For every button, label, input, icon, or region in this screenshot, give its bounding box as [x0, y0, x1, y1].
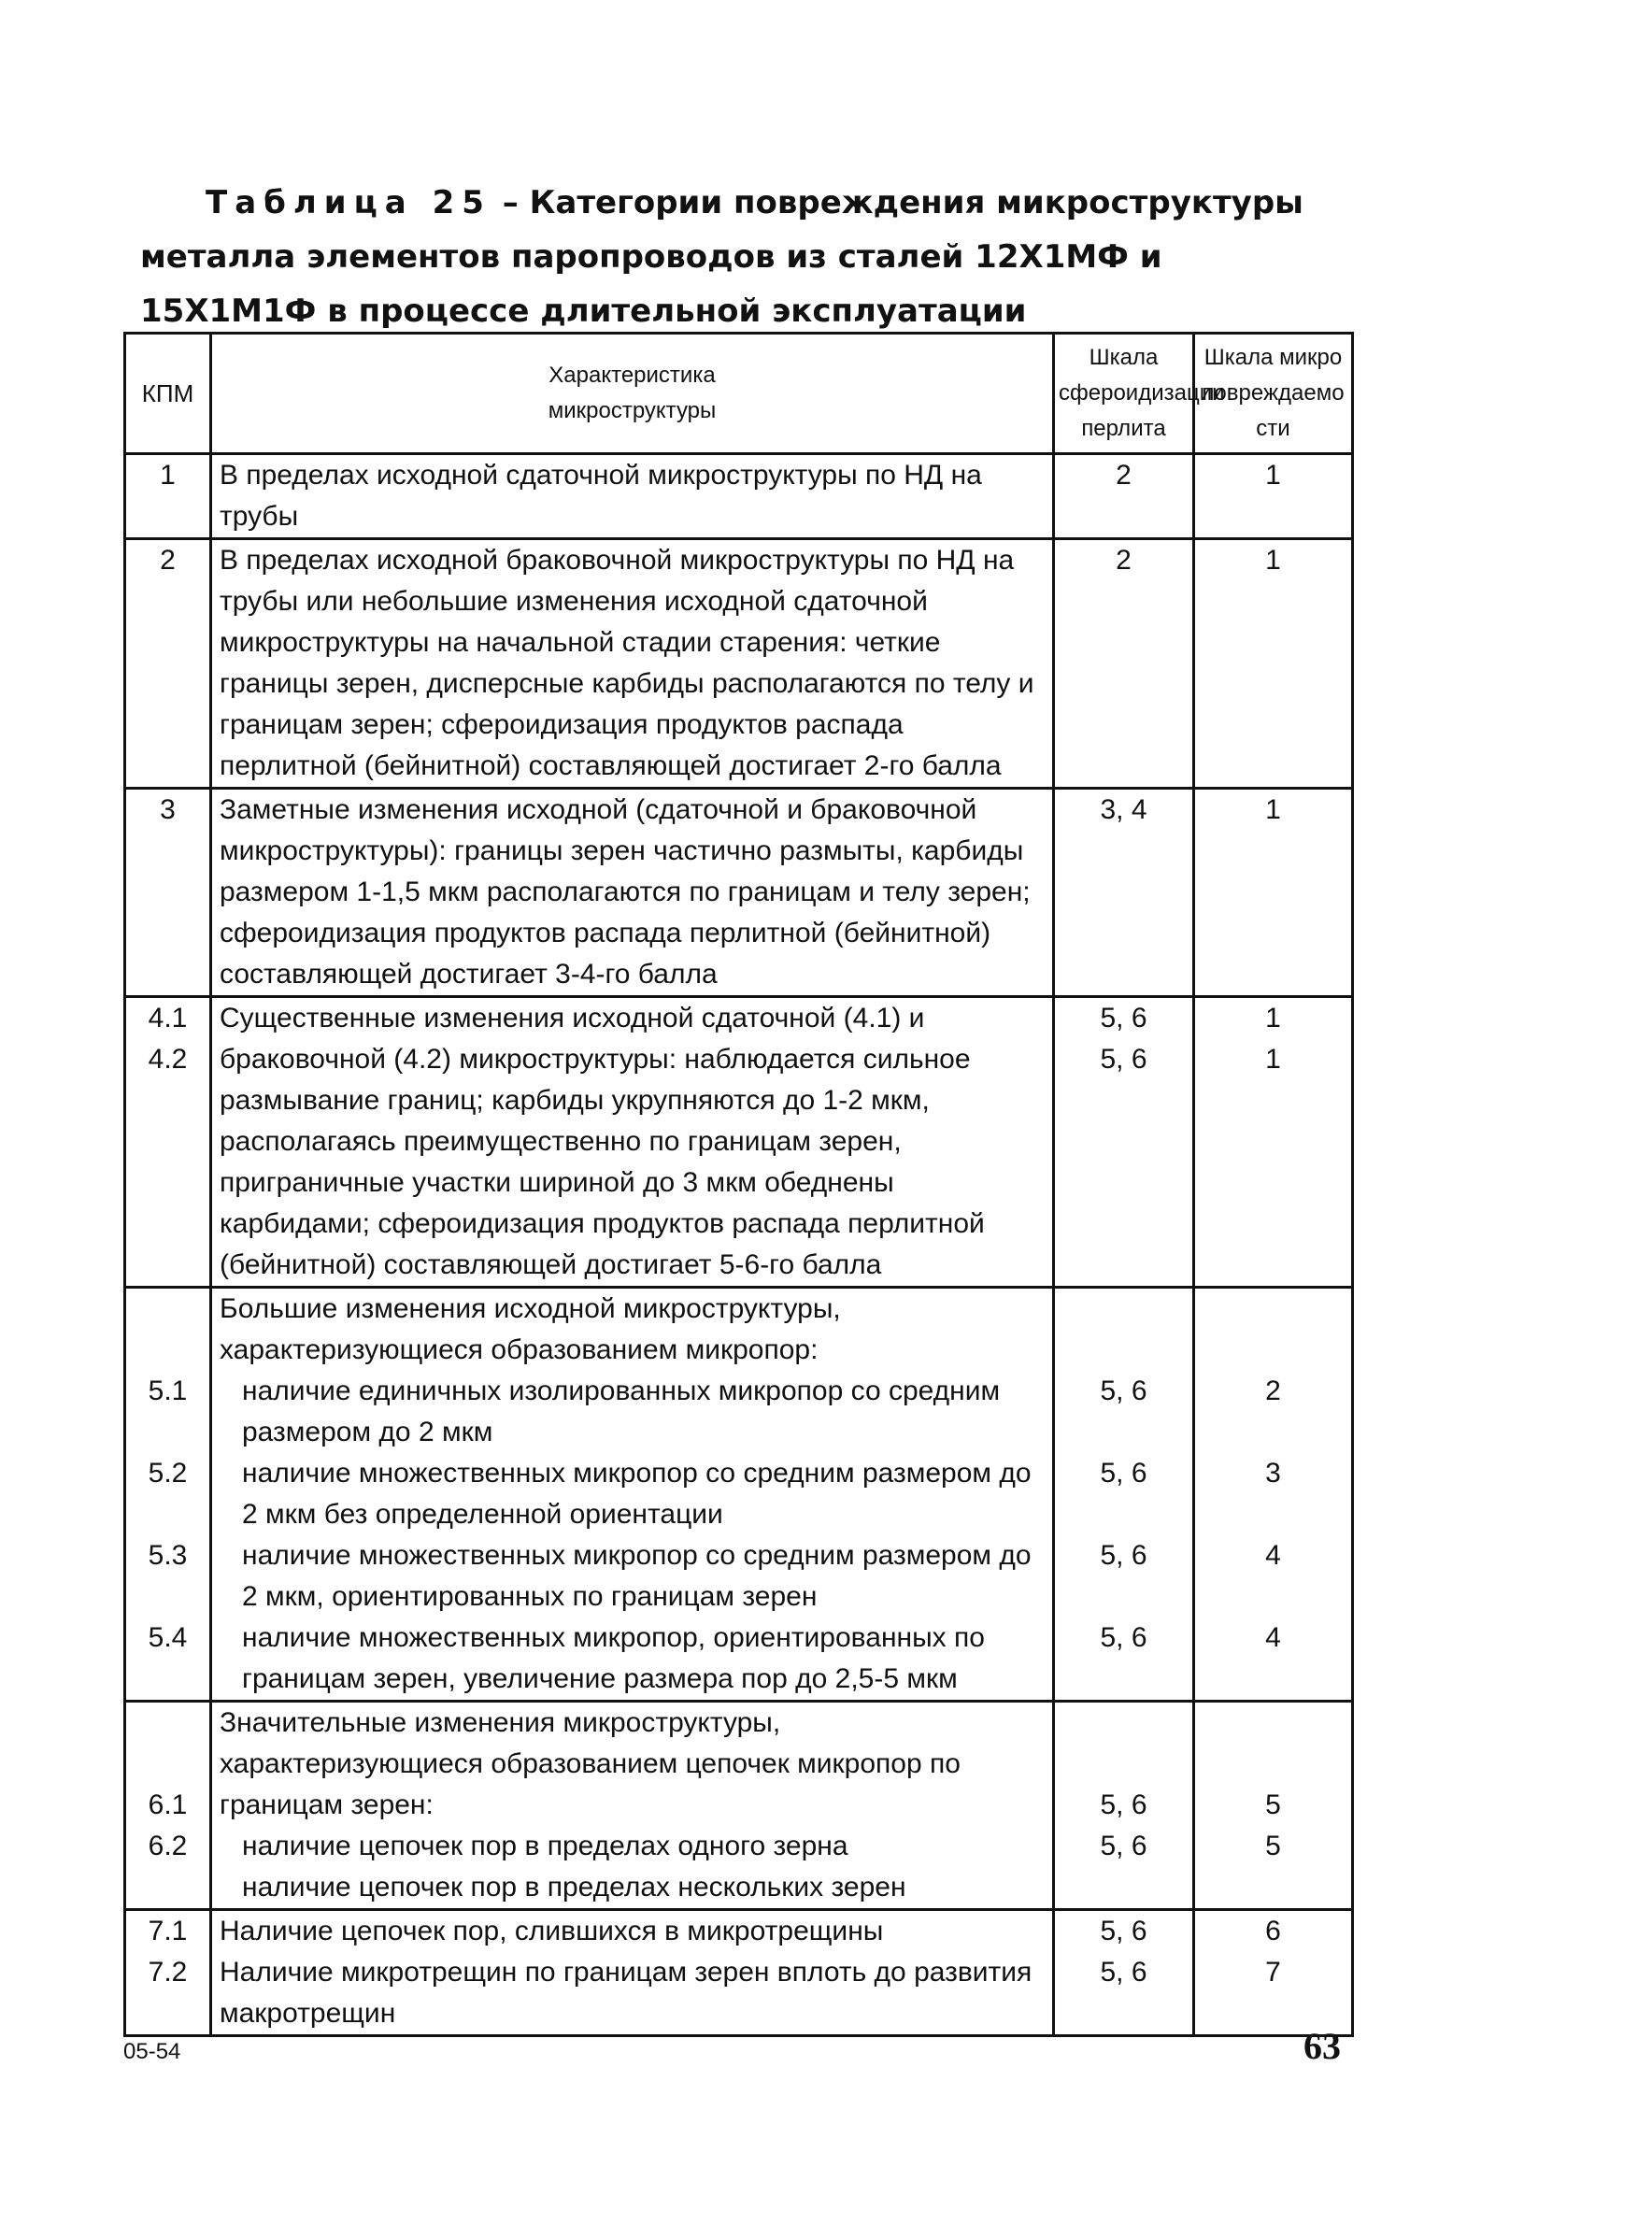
kpm-value: 2: [160, 545, 176, 576]
caption-line-2: металла элементов паропроводов из сталей 12Х1МФ и: [140, 238, 1162, 276]
spheroidization-value: 5, 6: [1100, 1916, 1147, 1946]
characteristic-text: Наличие микротрещин по границам зерен вплоть до развития макротрещин: [220, 1957, 1032, 2029]
spheroidization-value: 5, 6: [1100, 1376, 1147, 1406]
kpm-value: [134, 1412, 202, 1453]
table-row: [125, 1702, 1353, 1910]
characteristic-text: В пределах исходной сдаточной микроструктуры по НД на трубы: [220, 460, 982, 532]
microdamage-cell: [1194, 1702, 1353, 1910]
kpm-value: [134, 1289, 202, 1330]
characteristic-text: В пределах исходной браковочной микроструктуры по НД на трубы или небольшие изменения исходной сдаточной микроструктуры на начальной стадии старения: четкие границы зерен, дисперсные карбиды располагаются по телу и границам зерен; сфероидизация продуктов распада перлитной (бейнитной) составляющей достигает 2-го балла: [220, 545, 1034, 781]
spheroidization-value: 5, 6: [1100, 1789, 1147, 1820]
spheroidization-value: 2: [1116, 460, 1132, 491]
spheroidization-value: 5, 6: [1100, 1540, 1147, 1571]
spheroidization-value: 3, 4: [1100, 794, 1147, 825]
microdamage-value: 4: [1265, 1540, 1281, 1571]
kpm-cell: [125, 1288, 211, 1702]
damage-category-table: [123, 332, 1354, 2037]
microdamage-value: [1203, 1744, 1344, 1785]
kpm-value: [134, 1576, 202, 1618]
microdamage-cell: [1194, 997, 1353, 1288]
kpm-cell: [125, 539, 211, 789]
caption-title-start: – Категории повреждения микроструктуры: [491, 184, 1303, 221]
kpm-value: 6.2: [148, 1831, 188, 1861]
microdamage-value: 5: [1265, 1831, 1281, 1861]
spheroidization-cell: [1054, 1910, 1194, 2036]
spheroidization-value: 5, 6: [1100, 1003, 1147, 1033]
characteristic-cell: [211, 1910, 1054, 2036]
characteristic-subitem: наличие цепочек пор в пределах нескольких зерен: [242, 1872, 906, 1903]
table-row: [125, 997, 1353, 1288]
header-characteristic: Характеристика микроструктуры: [211, 334, 1054, 454]
characteristic-cell: [211, 789, 1054, 997]
microdamage-value: 5: [1265, 1789, 1281, 1820]
table-caption: [140, 176, 1355, 338]
kpm-value: 5.2: [148, 1458, 188, 1489]
microdamage-value: 3: [1265, 1458, 1281, 1489]
microdamage-value: 7: [1265, 1957, 1281, 1988]
characteristic-subitem: наличие множественных микропор со средним размером до 2 мкм, ориентированных по границам зерен: [242, 1540, 1032, 1612]
spheroidization-value: 5, 6: [1100, 1957, 1147, 1988]
header-spheroidization: Шкала сфероидизации перлита: [1054, 334, 1194, 454]
spheroidization-value: [1062, 1744, 1185, 1785]
page-number: 63: [1303, 2025, 1341, 2067]
spheroidization-value: 5, 6: [1100, 1831, 1147, 1861]
characteristic-cell: [211, 454, 1054, 539]
table-row: [125, 454, 1353, 539]
kpm-cell: [125, 789, 211, 997]
microdamage-cell: [1194, 1910, 1353, 2036]
characteristic-subitem: наличие единичных изолированных микропор со средним размером до 2 мкм: [242, 1376, 1001, 1447]
spheroidization-cell: [1054, 1288, 1194, 1702]
characteristic-subitem: наличие множественных микропор, ориентированных по границам зерен, увеличение размера пор до 2,5-5 мкм: [242, 1622, 985, 1694]
microdamage-cell: [1194, 1288, 1353, 1702]
microdamage-value: [1203, 1494, 1344, 1535]
microdamage-value: [1203, 1703, 1344, 1744]
spheroidization-cell: [1054, 997, 1194, 1288]
spheroidization-value: 5, 6: [1100, 1622, 1147, 1653]
spheroidization-value: [1062, 1330, 1185, 1371]
kpm-value: [134, 1494, 202, 1535]
characteristic-cell: [211, 539, 1054, 789]
kpm-value: [134, 1703, 202, 1744]
microdamage-value: [1203, 1412, 1344, 1453]
spheroidization-cell: [1054, 539, 1194, 789]
table-row: [125, 1910, 1353, 2036]
characteristic-cell: [211, 1702, 1054, 1910]
characteristic-text: Значительные изменения микроструктуры, характеризующиеся образованием цепочек микропор по границам зерен:: [220, 1707, 961, 1820]
microdamage-value: 6: [1265, 1916, 1281, 1946]
kpm-cell: [125, 1910, 211, 2036]
spheroidization-cell: [1054, 789, 1194, 997]
kpm-value: 5.1: [148, 1376, 188, 1406]
spheroidization-value: 5, 6: [1100, 1044, 1147, 1075]
caption-table-number: Таблица 25: [206, 184, 491, 221]
spheroidization-value: 2: [1116, 545, 1132, 576]
spheroidization-value: [1062, 1412, 1185, 1453]
characteristic-text: Существенные изменения исходной сдаточной (4.1) и браковочной (4.2) микроструктуры: наблюдается сильное размывание границ; карбиды укрупняются до 1-2 мкм, располагаясь преимущественно по границам зерен, приграничные участки шириной до 3 мкм обеднены карбидами; сфероидизация продуктов распада перлитной (бейнитной) составляющей достигает 5-6-го балла: [220, 1003, 985, 1280]
microdamage-value: 1: [1265, 545, 1281, 576]
kpm-value: 6.1: [148, 1789, 188, 1820]
characteristic-text: Наличие цепочек пор, слившихся в микротрещины: [220, 1916, 884, 1946]
characteristic-subitem: наличие цепочек пор в пределах одного зерна: [242, 1831, 848, 1861]
spheroidization-value: [1062, 1576, 1185, 1618]
microdamage-value: 1: [1265, 1003, 1281, 1033]
spheroidization-cell: [1054, 1702, 1194, 1910]
kpm-cell: [125, 1702, 211, 1910]
caption-line-1: [140, 176, 1355, 230]
kpm-value: 1: [160, 460, 176, 491]
characteristic-cell: [211, 1288, 1054, 1702]
kpm-value: 7.1: [148, 1916, 188, 1946]
kpm-cell: [125, 997, 211, 1288]
microdamage-value: 1: [1265, 460, 1281, 491]
kpm-value: [134, 1330, 202, 1371]
kpm-value: 4.2: [148, 1044, 188, 1075]
table-row: [125, 1288, 1353, 1702]
microdamage-value: 2: [1265, 1376, 1281, 1406]
microdamage-cell: [1194, 454, 1353, 539]
spheroidization-cell: [1054, 454, 1194, 539]
characteristic-text: Заметные изменения исходной (сдаточной и браковочной микроструктуры): границы зерен частично размыты, карбиды размером 1-1,5 мкм располагаются по границам и телу зерен; сфероидизация продуктов распада перлитной (бейнитной) составляющей достигает 3-4-го балла: [220, 794, 1031, 990]
table-row: [125, 539, 1353, 789]
kpm-cell: [125, 454, 211, 539]
microdamage-value: [1203, 1576, 1344, 1618]
spheroidization-value: [1062, 1703, 1185, 1744]
characteristic-text: Большие изменения исходной микроструктуры, характеризующиеся образованием микропор:: [220, 1293, 841, 1365]
header-kpm: КПМ: [125, 334, 211, 454]
microdamage-value: 1: [1265, 794, 1281, 825]
kpm-value: 5.3: [148, 1540, 188, 1571]
kpm-value: 5.4: [148, 1622, 188, 1653]
microdamage-value: 4: [1265, 1622, 1281, 1653]
kpm-value: 3: [160, 794, 176, 825]
table-row: [125, 789, 1353, 997]
characteristic-cell: [211, 997, 1054, 1288]
microdamage-cell: [1194, 539, 1353, 789]
spheroidization-value: [1062, 1494, 1185, 1535]
spheroidization-value: 5, 6: [1100, 1458, 1147, 1489]
microdamage-value: 1: [1265, 1044, 1281, 1075]
kpm-value: 4.1: [148, 1003, 188, 1033]
kpm-value: 7.2: [148, 1957, 188, 1988]
document-code: 05-54: [123, 2039, 181, 2064]
table-header-row: [125, 334, 1353, 454]
caption-line-3: 15Х1М1Ф в процессе длительной эксплуатации: [140, 292, 1027, 330]
header-microdamage: Шкала микроповреждаемости: [1194, 334, 1353, 454]
microdamage-value: [1203, 1330, 1344, 1371]
microdamage-cell: [1194, 789, 1353, 997]
kpm-value: [134, 1744, 202, 1785]
microdamage-value: [1203, 1289, 1344, 1330]
spheroidization-value: [1062, 1289, 1185, 1330]
characteristic-subitem: наличие множественных микропор со средним размером до 2 мкм без определенной ориентации: [242, 1458, 1032, 1530]
